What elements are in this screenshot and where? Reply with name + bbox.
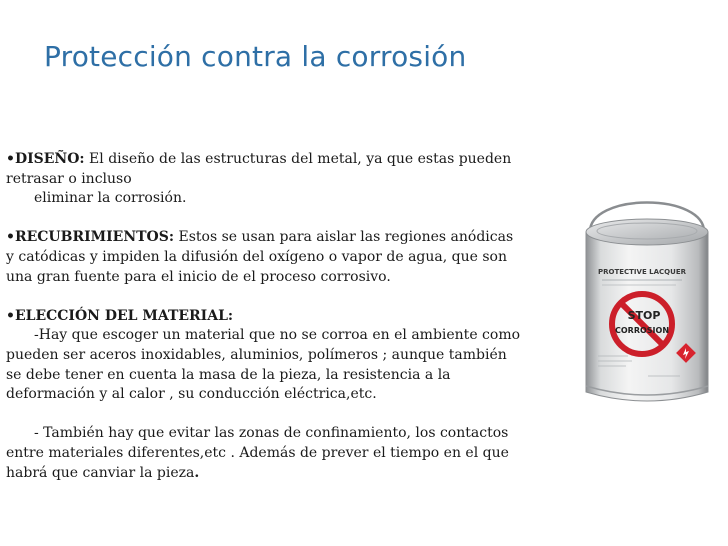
recubrimientos-line-2: y catódicas y impiden la difusión del oxígeno o vapor de agua, que son [6, 248, 507, 265]
slide-title: Protección contra la corrosión [44, 40, 467, 73]
spacer [6, 287, 566, 307]
diseno-text-1: El diseño de las estructuras del metal, ya que estas pueden [84, 151, 512, 167]
can-label-top: PROTECTIVE LACQUER [597, 268, 687, 276]
spacer [6, 405, 566, 425]
can-stop-text: STOP [627, 309, 661, 322]
paint-can-image [576, 188, 718, 410]
confinamiento-line-2: entre materiales diferentes,etc . Además de prever el tiempo en el que [6, 444, 509, 461]
recubrimientos-line-3: una gran fuente para el inicio de el proceso corrosivo. [6, 268, 391, 285]
diseno-line-3: eliminar la corrosión. [34, 190, 187, 207]
recubrimientos-line-1 [6, 228, 566, 248]
confinamiento-line-1: - También hay que evitar las zonas de confinamiento, los contactos [34, 425, 509, 442]
confinamiento-line-3 [6, 464, 566, 484]
can-corrosion-text: CORROSION [614, 326, 670, 335]
eleccion-line-2: pueden ser aceros inoxidables, aluminios, polímeros ; aunque también [6, 346, 507, 363]
slide-body [6, 150, 566, 483]
diseno-line-1 [6, 150, 566, 170]
confinamiento-text-3: habrá que canviar la pieza [6, 464, 195, 481]
diseno-heading: •DISEÑO: [6, 151, 85, 167]
recubrimientos-heading: •RECUBRIMIENTOS: [6, 229, 175, 246]
eleccion-line-3: se debe tener en cuenta la masa de la pieza, la resistencia a la [6, 366, 451, 383]
eleccion-line-4: deformación y al calor , su conducción eléctrica,etc. [6, 386, 377, 403]
confinamiento-end: . [194, 464, 200, 481]
eleccion-line-1: -Hay que escoger un material que no se corroa en el ambiente como [34, 327, 521, 344]
recubrimientos-text-1: Estos se usan para aislar las regiones anódicas [174, 229, 514, 246]
eleccion-heading: •ELECCIÓN DEL MATERIAL: [6, 307, 234, 324]
diseno-line-2: retrasar o incluso [6, 170, 132, 187]
spacer [6, 209, 566, 229]
